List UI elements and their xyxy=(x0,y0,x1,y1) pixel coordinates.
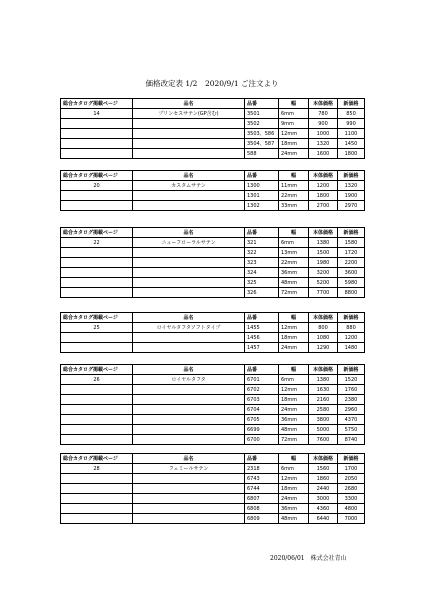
width-cell: 22mm xyxy=(279,258,309,268)
catalog-page-cell: 22 xyxy=(61,238,133,248)
header-number: 品番 xyxy=(245,228,279,238)
new-price-cell: 1200 xyxy=(338,333,365,343)
table-row xyxy=(61,248,365,258)
header-catalog-page: 総合カタログ掲載ページ xyxy=(61,99,133,109)
new-price-cell: 1900 xyxy=(338,191,365,201)
footer-date-company: 2020/06/01 株式会社青山 xyxy=(270,555,347,562)
table-row xyxy=(61,278,365,288)
width-cell: 36mm xyxy=(279,268,309,278)
header-base-price: 本体価格 xyxy=(309,365,338,375)
header-base-price: 本体価格 xyxy=(309,454,338,464)
product-number-cell: 1455 xyxy=(245,323,279,333)
header-name: 品名 xyxy=(133,365,245,375)
catalog-page-cell xyxy=(61,395,133,405)
width-cell: 18mm xyxy=(279,484,309,494)
table-row xyxy=(61,464,365,474)
product-number-cell: 6807 xyxy=(245,494,279,504)
table-row xyxy=(61,405,365,415)
width-cell: 11mm xyxy=(279,181,309,191)
base-price-cell: 1200 xyxy=(309,181,338,191)
base-price-cell: 5200 xyxy=(309,278,338,288)
new-price-cell: 990 xyxy=(338,119,365,129)
base-price-cell: 1800 xyxy=(309,191,338,201)
new-price-cell: 4800 xyxy=(338,504,365,514)
base-price-cell: 6440 xyxy=(309,514,338,524)
base-price-cell: 4360 xyxy=(309,504,338,514)
product-name-cell xyxy=(133,288,245,298)
table-header-row xyxy=(61,228,365,238)
base-price-cell: 2160 xyxy=(309,395,338,405)
catalog-page-cell xyxy=(61,191,133,201)
catalog-page-cell xyxy=(61,268,133,278)
catalog-page-cell: 28 xyxy=(61,464,133,474)
new-price-cell: 2960 xyxy=(338,405,365,415)
width-cell: 22mm xyxy=(279,191,309,201)
new-price-cell: 1700 xyxy=(338,464,365,474)
width-cell: 6mm xyxy=(279,109,309,119)
width-cell: 36mm xyxy=(279,504,309,514)
new-price-cell: 2200 xyxy=(338,258,365,268)
catalog-page-cell xyxy=(61,119,133,129)
table-header-row xyxy=(61,365,365,375)
product-name-cell xyxy=(133,504,245,514)
header-catalog-page: 総合カタログ掲載ページ xyxy=(61,313,133,323)
base-price-cell: 1320 xyxy=(309,139,338,149)
new-price-cell: 880 xyxy=(338,323,365,333)
new-price-cell: 3600 xyxy=(338,268,365,278)
base-price-cell: 1080 xyxy=(309,333,338,343)
width-cell: 24mm xyxy=(279,405,309,415)
price-table xyxy=(60,170,365,211)
product-number-cell: 1301 xyxy=(245,191,279,201)
base-price-cell: 1380 xyxy=(309,238,338,248)
catalog-page-cell xyxy=(61,385,133,395)
product-number-cell: 1456 xyxy=(245,333,279,343)
width-cell: 18mm xyxy=(279,333,309,343)
product-name-cell xyxy=(133,395,245,405)
product-number-cell: 1300 xyxy=(245,181,279,191)
product-name-cell xyxy=(133,268,245,278)
price-table xyxy=(60,98,365,159)
width-cell: 24mm xyxy=(279,149,309,159)
product-name-cell: プリンセスサテン(GP含む) xyxy=(133,109,245,119)
price-table xyxy=(60,227,365,298)
product-name-cell xyxy=(133,474,245,484)
product-number-cell: 1302 xyxy=(245,201,279,211)
new-price-cell: 1800 xyxy=(338,149,365,159)
product-number-cell: 6701 xyxy=(245,375,279,385)
table-row xyxy=(61,425,365,435)
new-price-cell: 1760 xyxy=(338,385,365,395)
table-row xyxy=(61,258,365,268)
header-new-price: 新価格 xyxy=(338,171,365,181)
header-number: 品番 xyxy=(245,365,279,375)
header-catalog-page: 総合カタログ掲載ページ xyxy=(61,228,133,238)
base-price-cell: 7700 xyxy=(309,288,338,298)
product-number-cell: 3501 xyxy=(245,109,279,119)
new-price-cell: 1450 xyxy=(338,139,365,149)
product-name-cell xyxy=(133,405,245,415)
product-number-cell: 6809 xyxy=(245,514,279,524)
new-price-cell: 5980 xyxy=(338,278,365,288)
base-price-cell: 1380 xyxy=(309,375,338,385)
new-price-cell: 1480 xyxy=(338,343,365,353)
header-width: 幅 xyxy=(279,99,309,109)
width-cell: 9mm xyxy=(279,119,309,129)
product-number-cell: 3504、587 xyxy=(245,139,279,149)
catalog-page-cell: 25 xyxy=(61,323,133,333)
new-price-cell: 2050 xyxy=(338,474,365,484)
product-name-cell xyxy=(133,484,245,494)
width-cell: 48mm xyxy=(279,425,309,435)
width-cell: 48mm xyxy=(279,278,309,288)
width-cell: 18mm xyxy=(279,395,309,405)
base-price-cell: 1500 xyxy=(309,248,338,258)
table-header-row xyxy=(61,313,365,323)
product-number-cell: 6743 xyxy=(245,474,279,484)
header-catalog-page: 総合カタログ掲載ページ xyxy=(61,454,133,464)
table-row xyxy=(61,395,365,405)
base-price-cell: 5000 xyxy=(309,425,338,435)
product-name-cell xyxy=(133,333,245,343)
header-width: 幅 xyxy=(279,171,309,181)
product-name-cell xyxy=(133,248,245,258)
table-row xyxy=(61,474,365,484)
width-cell: 12mm xyxy=(279,323,309,333)
width-cell: 12mm xyxy=(279,474,309,484)
base-price-cell: 900 xyxy=(309,119,338,129)
catalog-page-cell xyxy=(61,149,133,159)
header-new-price: 新価格 xyxy=(338,313,365,323)
header-number: 品番 xyxy=(245,171,279,181)
width-cell: 6mm xyxy=(279,464,309,474)
width-cell: 48mm xyxy=(279,514,309,524)
base-price-cell: 3200 xyxy=(309,268,338,278)
width-cell: 13mm xyxy=(279,248,309,258)
table-row xyxy=(61,129,365,139)
product-number-cell: 6700 xyxy=(245,435,279,445)
header-new-price: 新価格 xyxy=(338,99,365,109)
table-row xyxy=(61,139,365,149)
product-name-cell xyxy=(133,435,245,445)
product-number-cell: 6705 xyxy=(245,415,279,425)
product-number-cell: 3502 xyxy=(245,119,279,129)
product-number-cell: 2318 xyxy=(245,464,279,474)
width-cell: 24mm xyxy=(279,494,309,504)
catalog-page-cell xyxy=(61,484,133,494)
catalog-page-cell xyxy=(61,248,133,258)
product-name-cell: ロイヤルタフタソフトタイプ xyxy=(133,323,245,333)
product-name-cell: フェミールサテン xyxy=(133,464,245,474)
product-name-cell xyxy=(133,494,245,504)
new-price-cell: 1100 xyxy=(338,129,365,139)
new-price-cell: 2680 xyxy=(338,484,365,494)
table-row xyxy=(61,504,365,514)
table-row xyxy=(61,385,365,395)
catalog-page-cell xyxy=(61,435,133,445)
product-name-cell xyxy=(133,425,245,435)
product-number-cell: 6703 xyxy=(245,395,279,405)
header-width: 幅 xyxy=(279,365,309,375)
table-row xyxy=(61,333,365,343)
product-name-cell xyxy=(133,149,245,159)
base-price-cell: 3800 xyxy=(309,415,338,425)
product-name-cell: ロイヤルタフタ xyxy=(133,375,245,385)
product-number-cell: 588 xyxy=(245,149,279,159)
base-price-cell: 2440 xyxy=(309,484,338,494)
catalog-page-cell xyxy=(61,514,133,524)
header-name: 品名 xyxy=(133,313,245,323)
new-price-cell: 2970 xyxy=(338,201,365,211)
new-price-cell: 8740 xyxy=(338,435,365,445)
new-price-cell: 1320 xyxy=(338,181,365,191)
catalog-page-cell xyxy=(61,333,133,343)
table-row xyxy=(61,494,365,504)
catalog-page-cell xyxy=(61,415,133,425)
table-row xyxy=(61,514,365,524)
header-number: 品番 xyxy=(245,99,279,109)
product-name-cell: カスタムサテン xyxy=(133,181,245,191)
catalog-page-cell xyxy=(61,494,133,504)
table-header-row xyxy=(61,454,365,464)
header-number: 品番 xyxy=(245,313,279,323)
base-price-cell: 1630 xyxy=(309,385,338,395)
width-cell: 12mm xyxy=(279,385,309,395)
price-table xyxy=(60,364,365,445)
header-base-price: 本体価格 xyxy=(309,171,338,181)
width-cell: 12mm xyxy=(279,129,309,139)
header-number: 品番 xyxy=(245,454,279,464)
header-width: 幅 xyxy=(279,313,309,323)
price-table xyxy=(60,453,365,524)
header-catalog-page: 総合カタログ掲載ページ xyxy=(61,171,133,181)
base-price-cell: 1860 xyxy=(309,474,338,484)
table-row xyxy=(61,415,365,425)
header-new-price: 新価格 xyxy=(338,454,365,464)
table-row xyxy=(61,201,365,211)
width-cell: 33mm xyxy=(279,201,309,211)
width-cell: 72mm xyxy=(279,435,309,445)
catalog-page-cell xyxy=(61,504,133,514)
new-price-cell: 1520 xyxy=(338,375,365,385)
table-row xyxy=(61,435,365,445)
new-price-cell: 850 xyxy=(338,109,365,119)
table-row xyxy=(61,238,365,248)
table-row xyxy=(61,375,365,385)
product-name-cell xyxy=(133,139,245,149)
new-price-cell: 7000 xyxy=(338,514,365,524)
product-name-cell xyxy=(133,278,245,288)
table-row xyxy=(61,484,365,494)
table-row xyxy=(61,288,365,298)
product-number-cell: 321 xyxy=(245,238,279,248)
catalog-page-cell xyxy=(61,288,133,298)
base-price-cell: 1000 xyxy=(309,129,338,139)
header-width: 幅 xyxy=(279,454,309,464)
product-number-cell: 6808 xyxy=(245,504,279,514)
product-number-cell: 6699 xyxy=(245,425,279,435)
catalog-page-cell xyxy=(61,278,133,288)
new-price-cell: 4370 xyxy=(338,415,365,425)
width-cell: 72mm xyxy=(279,288,309,298)
product-name-cell xyxy=(133,129,245,139)
new-price-cell: 3300 xyxy=(338,494,365,504)
product-name-cell xyxy=(133,385,245,395)
catalog-page-cell: 14 xyxy=(61,109,133,119)
product-name-cell xyxy=(133,343,245,353)
product-number-cell: 6744 xyxy=(245,484,279,494)
base-price-cell: 780 xyxy=(309,109,338,119)
catalog-page-cell xyxy=(61,425,133,435)
base-price-cell: 1600 xyxy=(309,149,338,159)
table-row xyxy=(61,343,365,353)
header-new-price: 新価格 xyxy=(338,228,365,238)
catalog-page-cell xyxy=(61,343,133,353)
catalog-page-cell xyxy=(61,201,133,211)
new-price-cell: 5750 xyxy=(338,425,365,435)
product-number-cell: 326 xyxy=(245,288,279,298)
table-row xyxy=(61,323,365,333)
header-new-price: 新価格 xyxy=(338,365,365,375)
product-name-cell xyxy=(133,514,245,524)
product-number-cell: 322 xyxy=(245,248,279,258)
product-name-cell xyxy=(133,201,245,211)
base-price-cell: 2700 xyxy=(309,201,338,211)
product-number-cell: 324 xyxy=(245,268,279,278)
catalog-page-cell xyxy=(61,258,133,268)
header-name: 品名 xyxy=(133,99,245,109)
table-row xyxy=(61,181,365,191)
table-row xyxy=(61,268,365,278)
catalog-page-cell: 20 xyxy=(61,181,133,191)
product-name-cell xyxy=(133,258,245,268)
base-price-cell: 800 xyxy=(309,323,338,333)
new-price-cell: 1580 xyxy=(338,238,365,248)
product-name-cell xyxy=(133,415,245,425)
base-price-cell: 1560 xyxy=(309,464,338,474)
table-row xyxy=(61,119,365,129)
header-base-price: 本体価格 xyxy=(309,99,338,109)
product-number-cell: 323 xyxy=(245,258,279,268)
table-row xyxy=(61,191,365,201)
header-name: 品名 xyxy=(133,454,245,464)
new-price-cell: 2380 xyxy=(338,395,365,405)
header-base-price: 本体価格 xyxy=(309,313,338,323)
width-cell: 18mm xyxy=(279,139,309,149)
catalog-page-cell xyxy=(61,129,133,139)
header-catalog-page: 総合カタログ掲載ページ xyxy=(61,365,133,375)
header-width: 幅 xyxy=(279,228,309,238)
base-price-cell: 3000 xyxy=(309,494,338,504)
product-name-cell: ニューフローラルサテン xyxy=(133,238,245,248)
new-price-cell: 1720 xyxy=(338,248,365,258)
product-name-cell xyxy=(133,119,245,129)
catalog-page-cell xyxy=(61,474,133,484)
document-title: 価格改定表 1/2 2020/9/1 ご注文より xyxy=(145,79,279,88)
product-number-cell: 325 xyxy=(245,278,279,288)
header-base-price: 本体価格 xyxy=(309,228,338,238)
width-cell: 6mm xyxy=(279,375,309,385)
product-number-cell: 3503、586 xyxy=(245,129,279,139)
base-price-cell: 1980 xyxy=(309,258,338,268)
header-name: 品名 xyxy=(133,171,245,181)
new-price-cell: 8800 xyxy=(338,288,365,298)
product-number-cell: 1457 xyxy=(245,343,279,353)
width-cell: 24mm xyxy=(279,343,309,353)
table-row xyxy=(61,149,365,159)
product-number-cell: 6702 xyxy=(245,385,279,395)
product-number-cell: 6704 xyxy=(245,405,279,415)
base-price-cell: 7600 xyxy=(309,435,338,445)
width-cell: 36mm xyxy=(279,415,309,425)
table-row xyxy=(61,109,365,119)
catalog-page-cell xyxy=(61,405,133,415)
price-table xyxy=(60,312,365,353)
catalog-page-cell: 26 xyxy=(61,375,133,385)
table-header-row xyxy=(61,99,365,109)
width-cell: 6mm xyxy=(279,238,309,248)
base-price-cell: 1290 xyxy=(309,343,338,353)
catalog-page-cell xyxy=(61,139,133,149)
product-name-cell xyxy=(133,191,245,201)
base-price-cell: 2580 xyxy=(309,405,338,415)
header-name: 品名 xyxy=(133,228,245,238)
table-header-row xyxy=(61,171,365,181)
